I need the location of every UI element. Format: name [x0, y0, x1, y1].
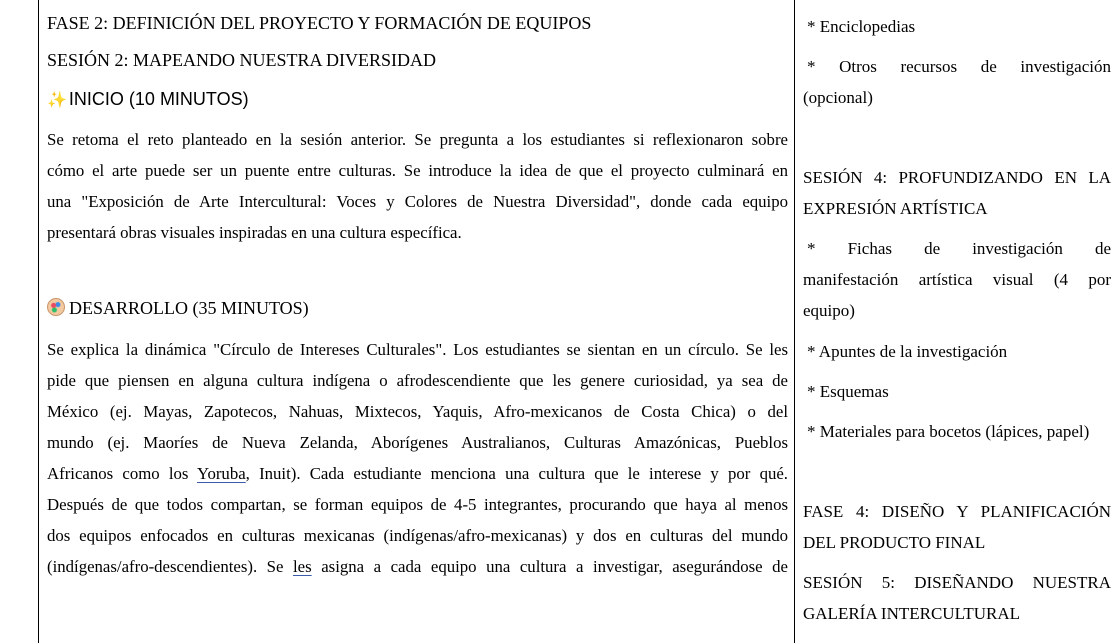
yoruba-link: Yoruba — [197, 464, 246, 483]
phase-title: FASE 2: DEFINICIÓN DEL PROYECTO Y FORMACIÓN DE EQUIPOS — [47, 13, 592, 33]
paragraph-line: una "Exposición de Arte Intercultural: Voces y Colores de Nuestra Diversidad", donde cada equipo — [47, 192, 788, 211]
sparkles-icon: ✨ — [47, 92, 67, 109]
table-border-left — [38, 0, 39, 643]
item-otros-recursos — [803, 51, 1111, 113]
item-apuntes — [803, 336, 1111, 367]
paragraph-line: Después de que todos compartan, se forman equipos de 4-5 integrantes, procurando que haya al menos — [47, 495, 788, 514]
desarrollo-heading-row — [47, 293, 309, 324]
paragraph-line — [47, 551, 788, 582]
list-item: * Esquemas — [807, 382, 889, 401]
paragraph-line: México (ej. Mayas, Zapotecos, Nahuas, Mixtecos, Yaquis, Afro-mexicanos de Costa Chica) o del — [47, 402, 788, 421]
les-underlined: les — [293, 557, 312, 576]
paragraph-line — [47, 458, 788, 489]
paragraph-line: presentará obras visuales inspiradas en una cultura específica. — [47, 223, 462, 242]
session-5-title — [803, 567, 1111, 629]
inicio-paragraph — [47, 124, 788, 248]
item-fichas — [803, 233, 1111, 326]
item-materiales — [803, 416, 1111, 447]
inicio-heading: INICIO (10 MINUTOS) — [68, 89, 249, 109]
heading-line: DEL PRODUCTO FINAL — [803, 533, 986, 552]
table-border-middle — [794, 0, 795, 643]
list-item: * Otros recursos de investigación — [807, 57, 1111, 76]
list-item: manifestación artística visual (4 por — [803, 270, 1111, 289]
desarrollo-heading: DESARROLLO (35 MINUTOS) — [69, 298, 309, 318]
desarrollo-paragraph — [47, 334, 788, 582]
paragraph-line: Se retoma el reto planteado en la sesión anterior. Se pregunta a los estudiantes si reflexionaron sobre — [47, 130, 788, 149]
list-item: * Fichas de investigación de — [807, 239, 1111, 258]
phase-4-title — [803, 496, 1111, 558]
item-esquemas — [803, 376, 1111, 407]
inicio-heading-row — [47, 84, 249, 116]
text-segment: (indígenas/afro-descendientes). Se — [47, 557, 294, 576]
list-item: * Materiales para bocetos (lápices, papel) — [807, 422, 1090, 441]
list-item: * Apuntes de la investigación — [807, 342, 1008, 361]
paragraph-line: cómo el arte puede ser un puente entre culturas. Se introduce la idea de que el proyecto culminará en — [47, 161, 788, 180]
text-segment: , Inuit). Cada estudiante menciona una cultura que le interese y por qué. — [245, 464, 788, 483]
heading-line: GALERÍA INTERCULTURAL — [803, 604, 1021, 623]
heading-line: SESIÓN 5: DISEÑANDO NUESTRA — [803, 573, 1111, 592]
palette-icon — [47, 298, 65, 316]
heading-line: FASE 4: DISEÑO Y PLANIFICACIÓN — [803, 502, 1111, 521]
paragraph-line: dos equipos enfocados en culturas mexicanas (indígenas/afro-mexicanas) y dos en culturas del mundo — [47, 526, 788, 545]
session-title: SESIÓN 2: MAPEANDO NUESTRA DIVERSIDAD — [47, 50, 437, 70]
list-item: equipo) — [803, 301, 855, 320]
paragraph-line: mundo (ej. Maoríes de Nueva Zelanda, Aborígenes Australianos, Culturas Amazónicas, Pueblos — [47, 433, 788, 452]
text-segment: Africanos como los — [47, 464, 198, 483]
list-item: * Enciclopedias — [807, 17, 916, 36]
paragraph-line: pide que piensen en alguna cultura indígena o afrodescendiente que les genere curiosidad, ya sea de — [47, 371, 788, 390]
paragraph-line: Se explica la dinámica "Círculo de Intereses Culturales". Los estudiantes se sientan en un círculo. Se les — [47, 340, 788, 359]
heading-line: EXPRESIÓN ARTÍSTICA — [803, 199, 988, 218]
item-enciclopedias — [803, 11, 1111, 42]
heading-line: SESIÓN 4: PROFUNDIZANDO EN LA — [803, 168, 1111, 187]
text-segment: asigna a cada equipo una cultura a investigar, asegurándose de — [311, 557, 788, 576]
list-item: (opcional) — [803, 88, 873, 107]
session-4-title — [803, 162, 1111, 224]
